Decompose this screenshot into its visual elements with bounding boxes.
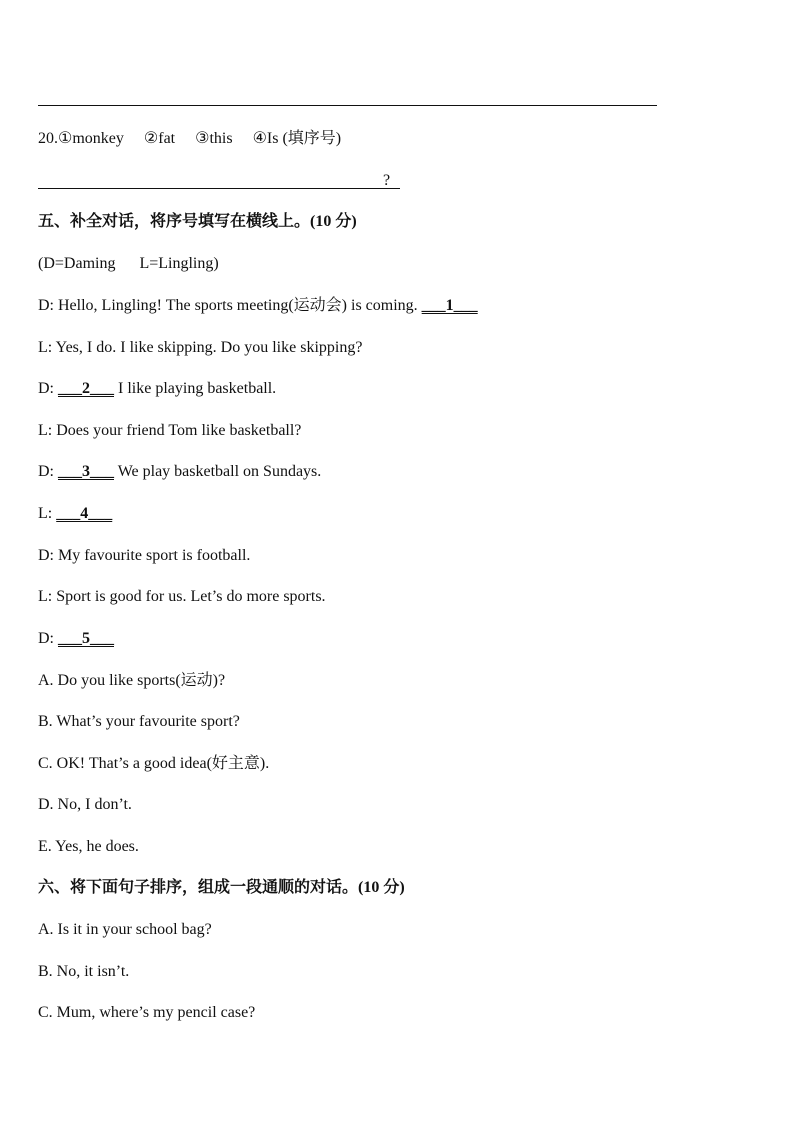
option-a: A. Do you like sports(运动)? bbox=[38, 672, 226, 689]
dialogue-line-6: L: ___4___ bbox=[38, 505, 113, 522]
blank-2[interactable]: ___2___ bbox=[58, 380, 114, 397]
question-20-number: 20. bbox=[38, 130, 58, 147]
dialogue-line-8: L: Sport is good for us. Let’s do more sports. bbox=[38, 588, 326, 605]
option-4: ④Is (填序号) bbox=[252, 130, 342, 147]
dialogue-line-3: D: ___2___ I like playing basketball. bbox=[38, 380, 277, 397]
sentence-b: B. No, it isn’t. bbox=[38, 963, 130, 980]
option-c: C. OK! That’s a good idea(好主意). bbox=[38, 755, 270, 772]
blank-3[interactable]: ___3___ bbox=[58, 463, 114, 480]
answer-line-top bbox=[38, 105, 657, 106]
answer-line-20 bbox=[38, 188, 400, 189]
option-b: B. What’s your favourite sport? bbox=[38, 713, 240, 730]
option-d: D. No, I don’t. bbox=[38, 796, 132, 813]
question-20 bbox=[38, 128, 341, 150]
option-1: ①monkey bbox=[58, 130, 124, 147]
dialogue-line-9: D: ___5___ bbox=[38, 630, 114, 647]
question-20-qmark: ? bbox=[383, 172, 391, 189]
dialogue-line-7: D: My favourite sport is football. bbox=[38, 547, 251, 564]
dialogue-line-2: L: Yes, I do. I like skipping. Do you like skipping? bbox=[38, 339, 363, 356]
option-2: ②fat bbox=[143, 130, 176, 147]
section-6-heading: 六、将下面句子排序，组成一段通顺的对话。(10 分) bbox=[38, 879, 405, 896]
sentence-a: A. Is it in your school bag? bbox=[38, 921, 212, 938]
section-5-heading: 五、补全对话，将序号填写在横线上。(10 分) bbox=[38, 213, 357, 230]
option-3: ③this bbox=[195, 130, 233, 147]
dialogue-legend: (D=Daming L=Lingling) bbox=[38, 255, 219, 272]
dialogue-line-1: D: Hello, Lingling! The sports meeting(运动会) is coming. ___1___ bbox=[38, 297, 478, 314]
dialogue-line-5: D: ___3___ We play basketball on Sundays. bbox=[38, 463, 322, 480]
option-e: E. Yes, he does. bbox=[38, 838, 139, 855]
sentence-c: C. Mum, where’s my pencil case? bbox=[38, 1004, 256, 1021]
blank-5[interactable]: ___5___ bbox=[58, 630, 114, 647]
blank-1[interactable]: ___1___ bbox=[421, 297, 478, 314]
blank-4[interactable]: ___4___ bbox=[56, 505, 113, 522]
dialogue-line-4: L: Does your friend Tom like basketball? bbox=[38, 422, 302, 439]
